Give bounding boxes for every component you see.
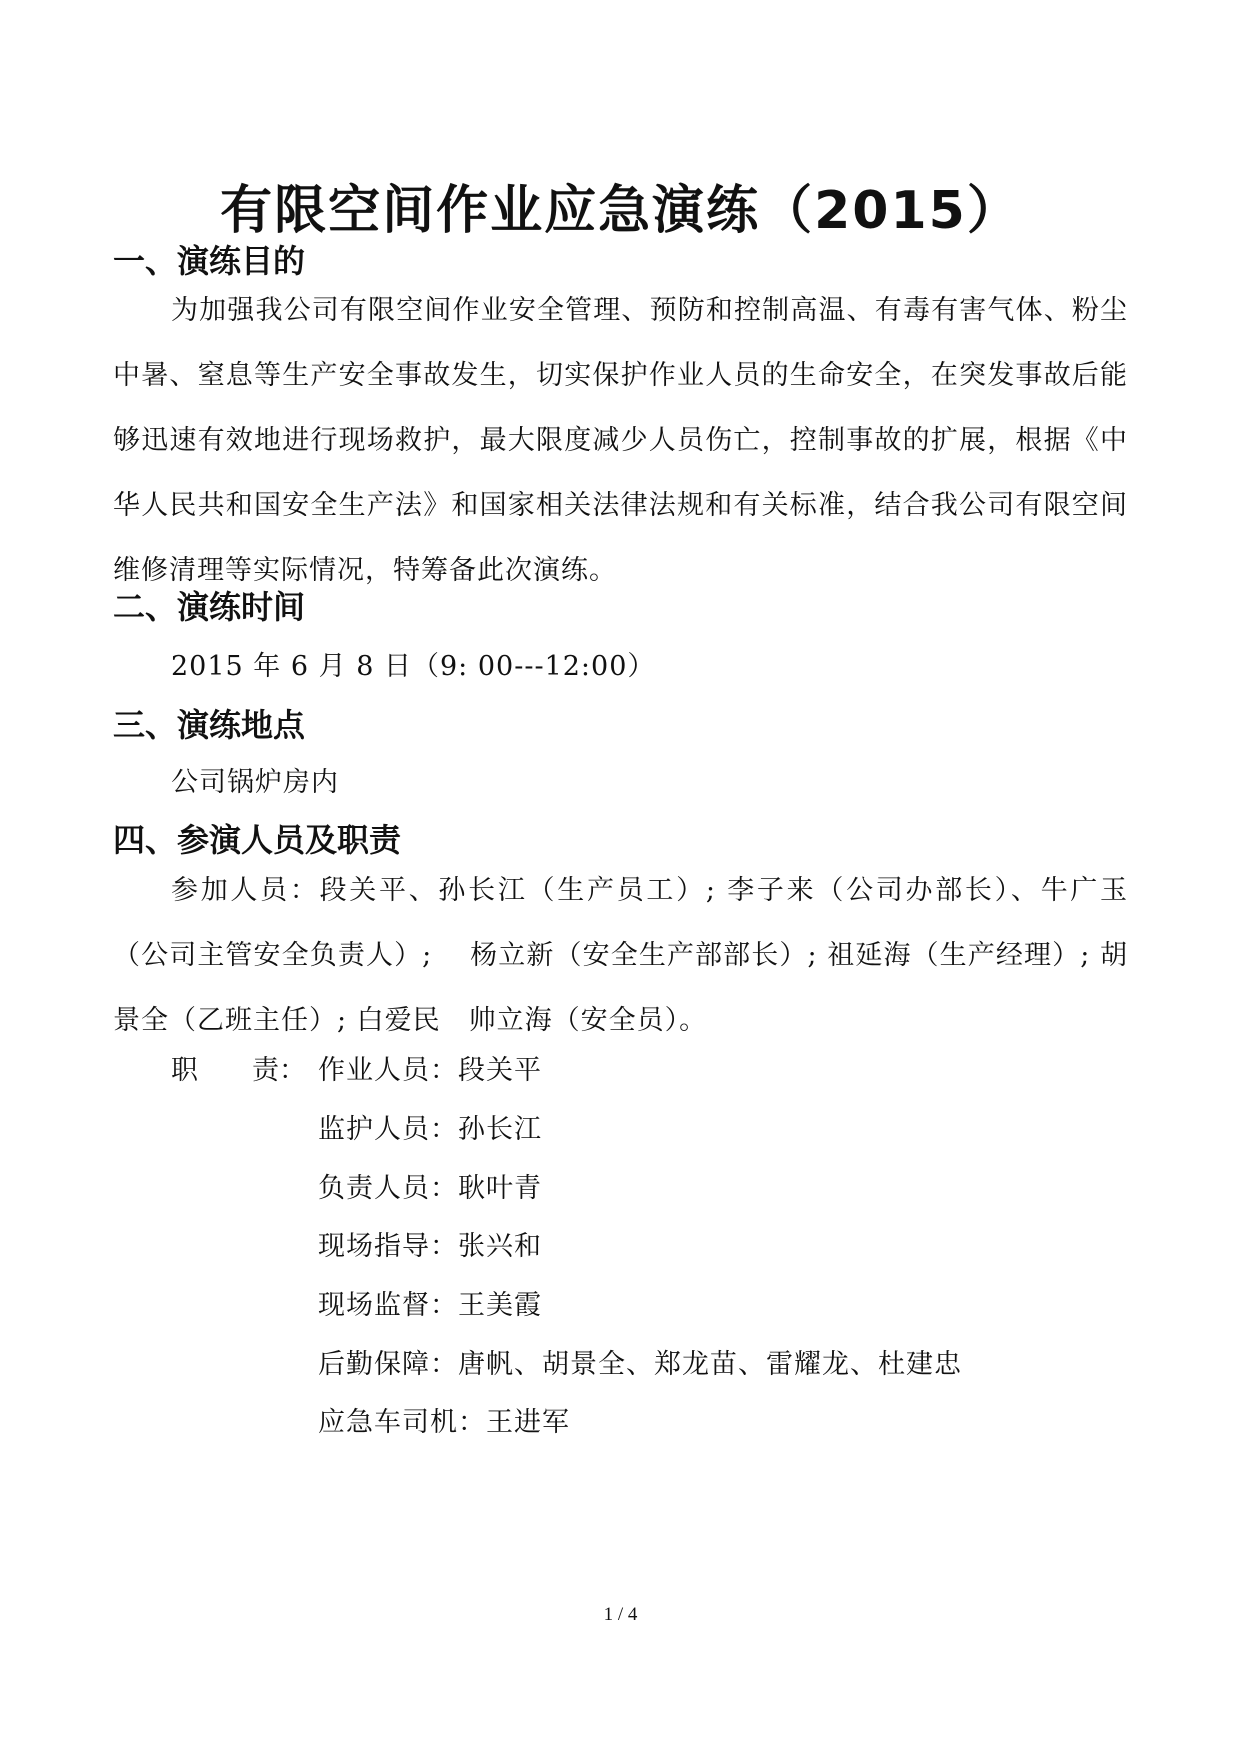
section-body-location: 公司锅炉房内 [171, 767, 339, 798]
duty-row: 现场监督：王美霞 [318, 1290, 542, 1321]
section-body-purpose: 为加强我公司有限空间作业安全管理、预防和控制高温、有毒有害气体、粉尘中暑、窒息等生产安全事故发生，切实保护作业人员的生命安全，在突发事故后能够迅速有效地进行现场救护，最大限度减少人员伤亡，控制事故的扩展，根据《中华人民共和国安全生产法》和国家相关法律法规和有关标准，结合我公司有限空间维修清理等实际情况，特筹备此次演练。 [113, 295, 1128, 586]
duty-row: 作业人员：段关平 [318, 1055, 542, 1086]
page-number: 1 / 4 [603, 1604, 638, 1625]
duties-label: 职 责： [171, 1055, 306, 1086]
section-heading-time: 二、演练时间 [113, 588, 306, 626]
duty-row: 监护人员：孙长江 [318, 1114, 542, 1145]
section-body-participants: 参加人员：段关平、孙长江（生产员工）; 李子来（公司办部长）、牛广玉（公司主管安全负责人）; 杨立新（安全生产部部长）; 祖延海（生产经理）; 胡景全（乙班主任）; 白爱民 帅立海（安全员）。 [113, 875, 1128, 1036]
duty-row: 后勤保障：唐帆、胡景全、郑龙苗、雷耀龙、杜建忠 [318, 1349, 962, 1380]
section-body-time: 2015 年 6 月 8 日（9: 00---12:00） [171, 651, 656, 682]
duty-row: 应急车司机：王进军 [318, 1407, 570, 1438]
section-heading-purpose: 一、演练目的 [113, 242, 306, 280]
duty-row: 负责人员：耿叶青 [318, 1173, 542, 1204]
section-heading-location: 三、演练地点 [113, 706, 306, 744]
section-heading-participants: 四、参演人员及职责 [113, 821, 402, 859]
document-title: 有限空间作业应急演练（2015） [220, 181, 1021, 241]
duty-row: 现场指导：张兴和 [318, 1231, 542, 1262]
